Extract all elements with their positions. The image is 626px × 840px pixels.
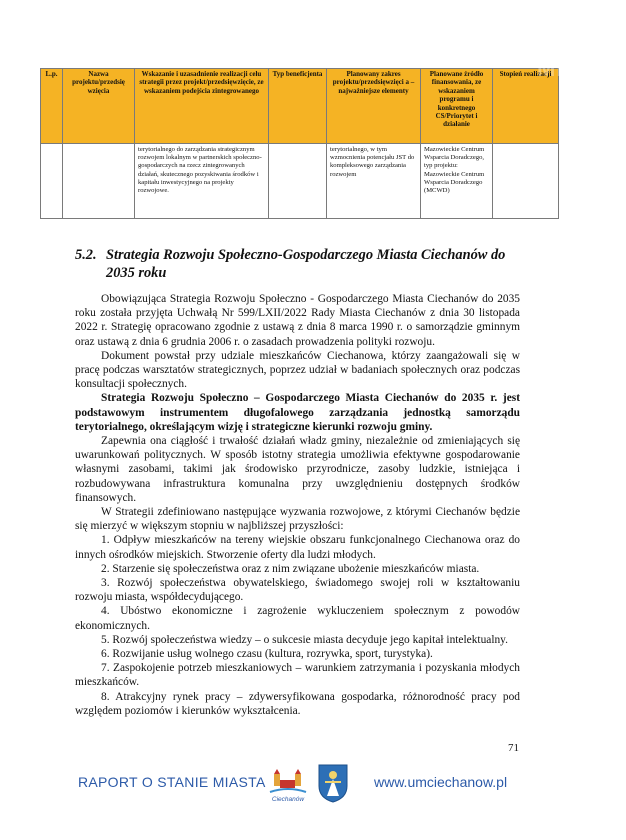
watermark-text: MIASTA bbox=[537, 56, 626, 81]
cell-name bbox=[63, 144, 135, 219]
paragraph-bold: Strategia Rozwoju Społeczno – Gospodarczego Miasta Ciechanów do 2035 r. jest podstawowym instrumentem długofalowego zarządzania jednostką samorządu terytorialnego, określającym wizję i strategiczne kierunki rozwoju gminy. bbox=[75, 392, 520, 433]
list-item: 8. Atrakcyjny rynek pracy – zdywersyfikowana gospodarka, różnorodność pracy pod względem poziomów i kierunków wykształcenia. bbox=[75, 690, 520, 717]
page-number: 71 bbox=[508, 742, 519, 754]
section-heading bbox=[75, 246, 515, 282]
header-funding: Planowane źródło finansowania, ze wskazaniem programu i konkretnego CS/Priorytet i działanie bbox=[421, 69, 493, 144]
footer-website-link[interactable]: www.umciechanow.pl bbox=[374, 774, 508, 790]
list-item: 1. Odpływ mieszkańców na tereny wiejskie obszaru funkcjonalnego Ciechanowa oraz do innych ośrodków miejskich. Stworzenie oferty dla ludzi młodych. bbox=[75, 534, 520, 561]
table-row bbox=[41, 144, 559, 219]
header-scope: Planowany zakres projektu/przedsięwzięci a – najważniejsze elementy bbox=[327, 69, 421, 144]
list-item: 7. Zaspokojenie potrzeb mieszkaniowych – warunkiem zatrzymania i pozyskania młodych mieszkańców. bbox=[75, 662, 520, 689]
paragraph: Zapewnia ona ciągłość i trwałość działań władz gminy, niezależnie od zmieniających się uwarunkowań politycznych. W sposób istotny strategia umożliwia efektywne gospodarowanie własnymi zasobami, takimi jak środowisko przyrodnicze, zasoby ludzkie, istniejąca i rozbudowywana infrastruktura komunalna przy uwzględnieniu dostępnych środków finansowych. bbox=[75, 435, 520, 504]
list-item: 4. Ubóstwo ekonomiczne i zagrożenie wykluczeniem społecznym z powodów ekonomicznych. bbox=[75, 605, 520, 632]
cell-status bbox=[493, 144, 559, 219]
header-name: Nazwa projektu/przedsię wzięcia bbox=[63, 69, 135, 144]
cell-beneficiary bbox=[269, 144, 327, 219]
header-justification: Wskazanie i uzasadnienie realizacji celu strategii przez projekt/przedsięwzięcie, ze wskazaniem podejścia zintegrowanego bbox=[135, 69, 269, 144]
cell-justification: terytorialnego do zarządzania strategicznym rozwojem lokalnym w partnerskich społeczno-gospodarczych na rzecz zintegrowanych działań, skutecznego pozyskiwania środków i kapitału inwestycyjnego na projekty rozwojowe. bbox=[135, 144, 269, 219]
cell-lp bbox=[41, 144, 63, 219]
table-header-row bbox=[41, 69, 559, 144]
list-item: 5. Rozwój społeczeństwa wiedzy – o sukcesie miasta decyduje jego kapitał intelektualny. bbox=[101, 633, 508, 646]
cell-funding: Mazowieckie Centrum Wsparcia Doradczego, typ projektu: Mazowieckie Centrum Wsparcia Doradczego (MCWD) bbox=[421, 144, 493, 219]
page-footer bbox=[0, 760, 594, 810]
list-item: 6. Rozwijanie usług wolnego czasu (kultura, rozrywka, sport, turystyka). bbox=[101, 648, 433, 661]
list-item: 3. Rozwój społeczeństwa obywatelskiego, świadomego swojej roli w kształtowaniu rozwoju miasta, współdecydującego. bbox=[75, 577, 520, 604]
paragraph: W Strategii zdefiniowano następujące wyzwania rozwojowe, z którymi Ciechanów będzie się mierzyć w większym stopniu w najbliższej przyszłości: bbox=[75, 506, 520, 533]
cell-scope: terytorialnego, w tym wzmocnienia potencjału JST do kompleksowego zarządzania rozwojem bbox=[327, 144, 421, 219]
header-status bbox=[493, 56, 626, 144]
city-logo-icon bbox=[268, 760, 308, 804]
section-number: 5.2. bbox=[75, 247, 97, 263]
paragraph: Dokument powstał przy udziale mieszkańców Ciechanowa, którzy zaangażowali się w pracę podczas warsztatów strategicznych, poprzez udział w badaniach społecznych oraz podczas konsultacji społecznych. bbox=[75, 349, 520, 391]
body-text bbox=[75, 292, 520, 718]
city-logo-text: Ciechanów bbox=[271, 796, 305, 803]
list-item: 2. Starzenie się społeczeństwa oraz z nim związane ubożenie mieszkańców miasta. bbox=[101, 562, 480, 575]
section-title: Strategia Rozwoju Społeczno-Gospodarczego Miasta Ciechanów do 2035 roku bbox=[106, 247, 506, 281]
header-lp: L.p. bbox=[41, 69, 63, 144]
header-status-label: Stopień realizacji bbox=[499, 70, 552, 78]
paragraph: Obowiązująca Strategia Rozwoju Społeczno - Gospodarczego Miasta Ciechanów do 2035 roku została przyjęta Uchwałą Nr 599/LXII/2022 Rady Miasta Ciechanów z dnia 30 listopada 2022 r. Strategię opracowano zgodnie z ustawą z dnia 8 marca 1990 r. o samorządzie gminnym oraz ustawą z dnia 6 grudnia 2006 r. o zasadach prowadzenia polityki rozwoju. bbox=[75, 293, 520, 348]
coat-of-arms-icon bbox=[316, 762, 350, 804]
header-beneficiary: Typ beneficjenta bbox=[269, 69, 327, 144]
footer-report-title: RAPORT O STANIE MIASTA bbox=[78, 774, 266, 790]
project-table bbox=[40, 56, 626, 219]
